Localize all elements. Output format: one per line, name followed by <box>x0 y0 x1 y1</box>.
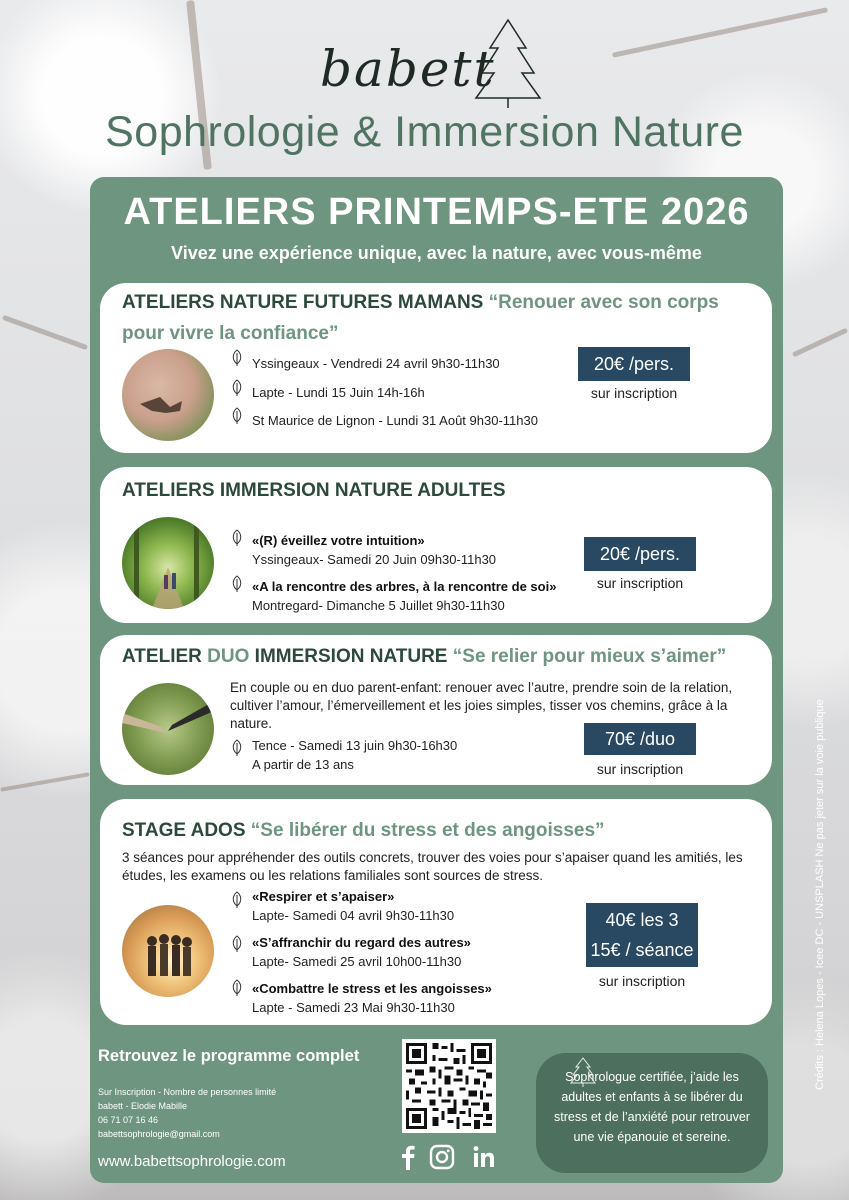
hands-icon <box>122 683 214 775</box>
session-name: «S’affranchir du regard des autres» <box>252 935 471 950</box>
photo-pregnant-belly <box>122 349 214 441</box>
photo-credits: Crédits : Helena Lopes - Icee DC - UNSPLASH Ne pas jeter sur la voie publique <box>814 699 826 1090</box>
panel-title: ATELIERS PRINTEMPS-ETE 2026 <box>123 191 750 233</box>
qr-code[interactable] <box>402 1039 496 1133</box>
session-item: Lapte - Lundi 15 Juin 14h-16h <box>252 385 425 400</box>
logo-text: babett <box>320 40 496 98</box>
footer-line: Sur Inscription - Nombre de personnes limité <box>98 1087 277 1097</box>
session-item <box>252 531 496 569</box>
session-name: «A la rencontre des arbres, à la rencontre de soi» <box>252 579 557 594</box>
session-detail: Lapte - Samedi 23 Mai 9h30-11h30 <box>252 1000 455 1015</box>
background-branch <box>792 328 848 358</box>
card-title <box>122 641 758 672</box>
header <box>0 0 849 175</box>
card-title-accent: “Se libérer du stress et des angoisses” <box>250 820 605 841</box>
card-title <box>122 287 758 349</box>
price-line: 15€ / séance <box>590 940 694 960</box>
card-title-main: STAGE ADOS <box>122 820 246 841</box>
photo-forest-path <box>122 517 214 609</box>
group-icon <box>122 905 214 997</box>
leaf-icon <box>230 379 244 397</box>
website-link[interactable]: www.babettsophrologie.com <box>98 1153 286 1170</box>
photo-holding-hands <box>122 683 214 775</box>
card-stage-ados <box>100 799 772 1025</box>
session-detail: Yssingeaux- Samedi 20 Juin 09h30-11h30 <box>252 552 497 567</box>
leaf-icon <box>230 575 244 593</box>
footer-title: Retrouvez le programme complet <box>98 1047 360 1065</box>
leaf-icon <box>230 739 244 757</box>
card-futures-mamans <box>100 283 772 453</box>
session-item <box>252 577 556 615</box>
price-badge: 20€ /pers. <box>584 537 696 571</box>
leaf-icon <box>230 529 244 547</box>
session-item: St Maurice de Lignon - Lundi 31 Août 9h30-11h30 <box>252 413 538 428</box>
price-badge: 20€ /pers. <box>578 347 690 381</box>
card-description: En couple ou en duo parent-enfant: renouer avec l’autre, prendre soin de la relation, cultiver l’amour, l’émerveillement et les joies simples, tisser vos chemins, grâce à la nature. <box>230 680 733 731</box>
session-name: «(R) éveillez votre intuition» <box>252 533 425 548</box>
price-note: sur inscription <box>596 761 684 777</box>
background-branch <box>2 315 88 350</box>
footer-email[interactable]: babettsophrologie@gmail.com <box>98 1129 220 1139</box>
about-bubble <box>536 1053 768 1173</box>
instagram-icon[interactable] <box>428 1143 456 1171</box>
panel-subtitle: Vivez une expérience unique, avec la nature, avec vous-même <box>171 243 702 263</box>
session-name: «Combattre le stress et les angoisses» <box>252 981 492 996</box>
program-panel <box>90 177 783 1183</box>
background-branch <box>0 772 89 792</box>
card-title-main: ATELIERS NATURE FUTURES MAMANS <box>122 292 484 313</box>
card-description: 3 séances pour appréhender des outils concrets, trouver des voies pour s’apaiser quand les amitiés, les études, les examens ou les relations familiales sont sources de stress. <box>122 850 743 883</box>
session-detail: Tence - Samedi 13 juin 9h30-16h30 <box>252 738 458 753</box>
session-detail: Montregard- Dimanche 5 Juillet 9h30-11h30 <box>252 598 505 613</box>
leaf-icon <box>230 891 244 909</box>
price-note: sur inscription <box>596 575 684 591</box>
pine-tree-icon <box>468 18 548 108</box>
card-immersion-adultes <box>100 467 772 623</box>
page-title: Sophrologie & Immersion Nature <box>105 108 744 156</box>
price-badge <box>586 903 698 967</box>
price-badge: 70€ /duo <box>584 723 696 755</box>
leaf-icon <box>230 407 244 425</box>
leaf-icon <box>230 349 244 367</box>
session-name: «Respirer et s’apaiser» <box>252 889 395 904</box>
card-title: ATELIERS IMMERSION NATURE ADULTES <box>122 480 506 501</box>
session-item <box>252 979 492 1017</box>
session-item <box>252 933 471 971</box>
card-title-part: IMMERSION NATURE <box>254 646 448 667</box>
session-item: Yssingeaux - Vendredi 24 avril 9h30-11h30 <box>252 356 500 371</box>
price-note: sur inscription <box>598 973 686 989</box>
card-title-accent: “Se relier pour mieux s’aimer” <box>452 646 727 667</box>
price-line: 40€ les 3 <box>605 910 679 930</box>
photo-teens-sunset <box>122 905 214 997</box>
session-detail: Lapte- Samedi 25 avril 10h00-11h30 <box>252 954 462 969</box>
session-item <box>252 736 457 774</box>
linkedin-icon[interactable] <box>470 1143 498 1171</box>
session-item <box>252 887 454 925</box>
facebook-icon[interactable] <box>394 1143 422 1171</box>
price-note: sur inscription <box>590 385 678 401</box>
session-detail: Lapte- Samedi 04 avril 9h30-11h30 <box>252 908 455 923</box>
card-title-part: ATELIER <box>122 646 202 667</box>
card-title-accent: DUO <box>207 646 250 667</box>
leaf-icon <box>230 979 244 997</box>
session-age: A partir de 13 ans <box>252 757 354 772</box>
brand-logo <box>300 18 560 113</box>
shadow-icon <box>122 349 214 441</box>
footer-phone: 06 71 07 16 46 <box>98 1115 159 1125</box>
card-title <box>122 815 758 846</box>
walkers-icon <box>122 517 214 609</box>
card-duo-immersion <box>100 635 772 785</box>
footer-line: babett - Elodie Mabille <box>98 1101 188 1111</box>
qr-code-icon <box>406 1043 492 1129</box>
leaf-icon <box>230 935 244 953</box>
about-text: Sophrologue certifiée, j’aide les adultes et enfants à se libérer du stress et de l’anxiété pour retrouver une vie épanouie et sereine. <box>554 1070 750 1144</box>
card-title-accent: “Renouer avec son corps pour vivre la confiance” <box>122 292 719 344</box>
